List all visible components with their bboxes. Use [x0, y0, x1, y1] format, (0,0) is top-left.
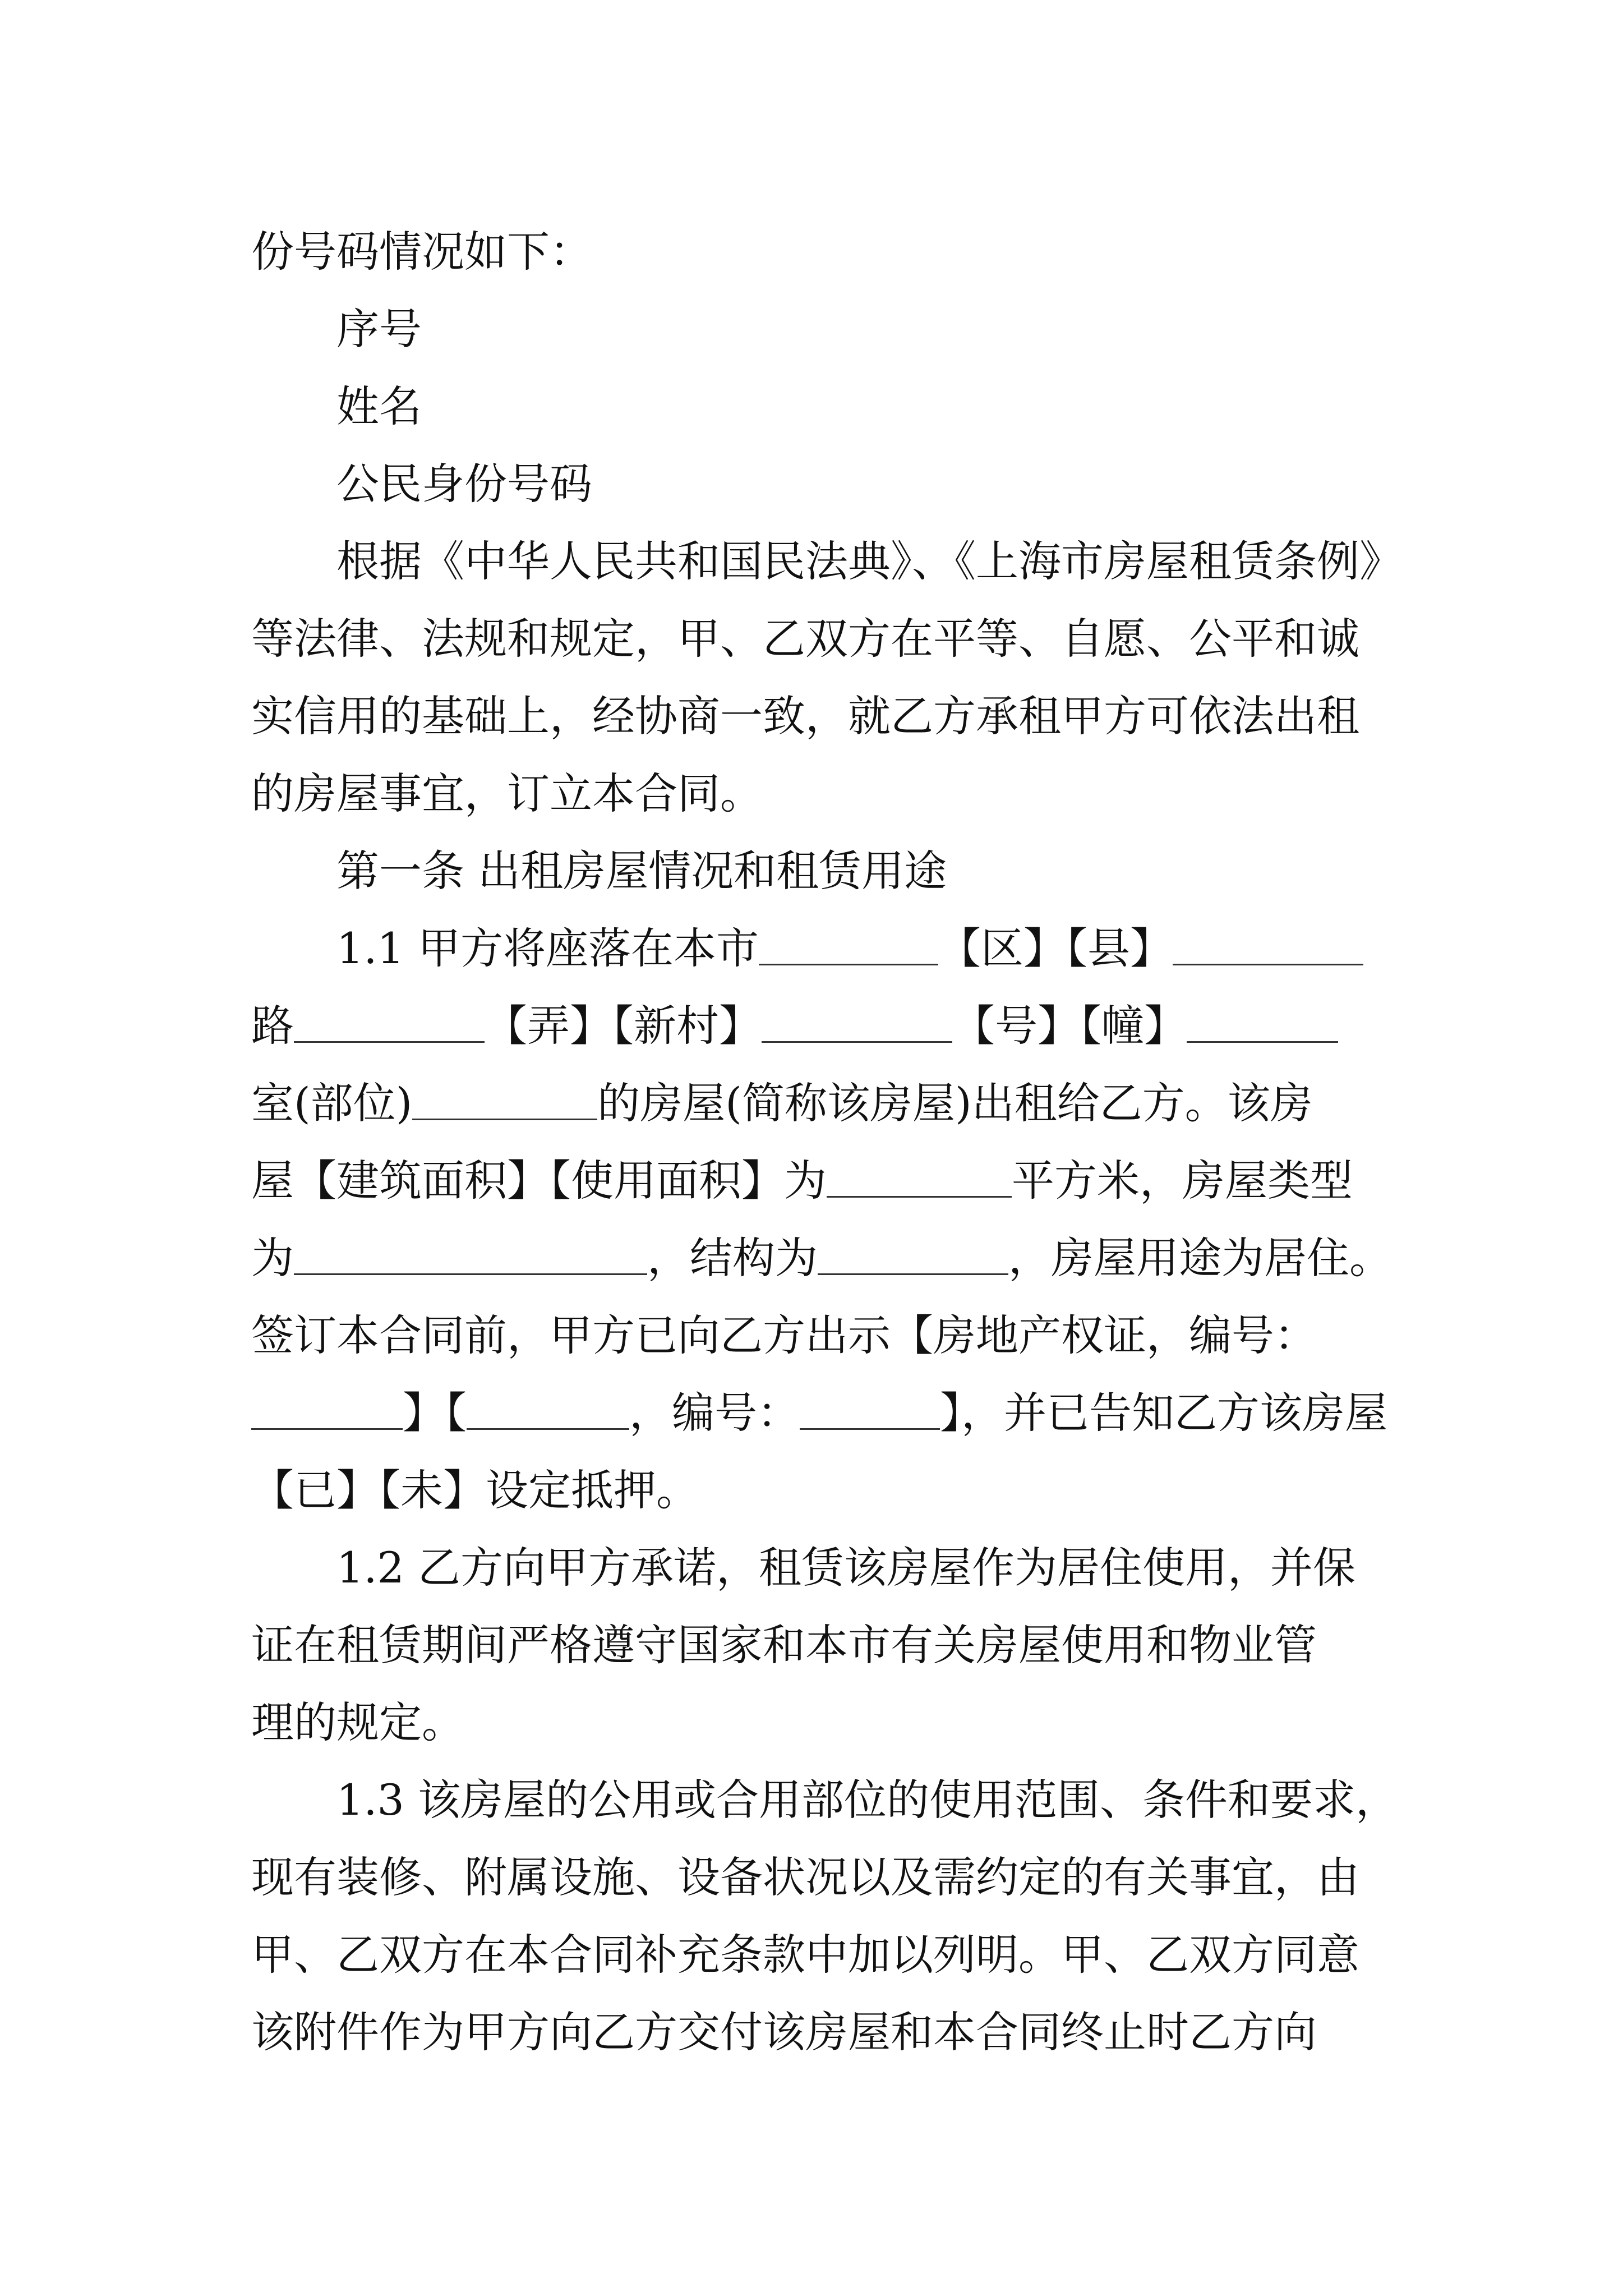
blank-field: [412, 1079, 597, 1120]
text-line: [251, 1065, 1395, 1142]
line-text: 【区】【县】: [938, 923, 1173, 973]
text-line: [251, 1761, 1399, 1839]
line-text: 实信用的基础上，经协商一致，就乙方承租甲方可依法出租: [251, 691, 1359, 741]
line-text: 【已】【未】设定抵押。: [251, 1465, 699, 1515]
text-line: [251, 1839, 1395, 1916]
text-line: [251, 678, 1395, 755]
line-text: 现有装修、附属设施、设备状况以及需约定的有关事宜，由: [251, 1852, 1359, 1902]
line-text: 姓名: [336, 381, 422, 431]
blank-field: [467, 1389, 629, 1430]
text-line: [251, 213, 1395, 291]
line-text: 理的规定。: [251, 1697, 464, 1747]
line-text: 1.2 乙方向甲方承诺，租赁该房屋作为居住使用，并保: [336, 1543, 1356, 1593]
text-line: [251, 1452, 1395, 1529]
line-text: ，房屋用途为居住。: [1008, 1233, 1392, 1283]
text-line: [251, 755, 1395, 832]
text-line: [251, 1374, 1395, 1452]
line-text: 平方米，房屋类型: [1012, 1156, 1353, 1205]
text-line: [251, 1994, 1395, 2071]
line-text: 序号: [336, 304, 422, 354]
line-text: 的房屋(简称该房屋)出租给乙方。该房: [597, 1078, 1313, 1128]
line-text: 】，并已告知乙方该房屋: [940, 1388, 1387, 1438]
blank-field: [827, 1157, 1012, 1198]
blank-field: [294, 1234, 647, 1275]
blank-field: [251, 1389, 403, 1430]
line-text: 室(部位): [251, 1078, 413, 1128]
line-text: 【号】【幢】: [952, 1001, 1187, 1051]
line-text: 甲、乙双方在本合同补充条款中加以列明。甲、乙双方同意: [251, 1930, 1359, 1980]
line-text: 该附件作为甲方向乙方交付该房屋和本合同终止时乙方向: [251, 2007, 1317, 2057]
line-text: 屋【建筑面积】【使用面积】为: [251, 1156, 827, 1205]
text-line: [251, 1916, 1395, 1994]
line-text: 的房屋事宜，订立本合同。: [251, 769, 763, 818]
text-line: [251, 832, 1395, 910]
contract-body: [251, 213, 1402, 2071]
text-line: [251, 1142, 1395, 1220]
text-line: [251, 1297, 1395, 1374]
text-line: [251, 910, 1395, 987]
line-text: 根据《中华人民共和国民法典》、《上海市房屋租赁条例》: [336, 536, 1402, 586]
line-text: 【弄】【新村】: [485, 1001, 762, 1051]
blank-field: [759, 924, 938, 965]
blank-field: [1187, 1002, 1338, 1043]
line-text: 】【: [403, 1388, 467, 1438]
line-text: 公民身份号码: [336, 459, 592, 509]
text-line: [251, 1529, 1395, 1607]
blank-field: [762, 1002, 952, 1043]
text-line: [251, 445, 1395, 523]
blank-field: [818, 1234, 1008, 1275]
text-line: [251, 368, 1395, 445]
line-text: 签订本合同前，甲方已向乙方出示【房地产权证，编号：: [251, 1310, 1317, 1360]
text-line: [251, 1607, 1395, 1684]
line-text: 1.1 甲方将座落在本市: [336, 923, 759, 973]
line-text: 路: [251, 1001, 294, 1051]
line-text: 为: [251, 1233, 294, 1283]
line-text: 份号码情况如下：: [251, 227, 592, 277]
line-text: ，编号：: [629, 1388, 800, 1438]
line-text: ，结构为: [647, 1233, 818, 1283]
blank-field: [294, 1002, 485, 1043]
text-line: [251, 523, 1402, 600]
line-text: 等法律、法规和规定，甲、乙双方在平等、自愿、公平和诚: [251, 614, 1359, 664]
line-text: 证在租赁期间严格遵守国家和本市有关房屋使用和物业管: [251, 1620, 1317, 1670]
text-line: [251, 1684, 1395, 1761]
blank-field: [800, 1389, 940, 1430]
blank-field: [1173, 924, 1363, 965]
line-text: 1.3 该房屋的公用或合用部位的使用范围、条件和要求，: [336, 1775, 1399, 1825]
text-line: [251, 1220, 1395, 1297]
text-line: [251, 600, 1395, 678]
text-line: [251, 987, 1395, 1065]
text-line: [251, 291, 1395, 368]
line-text: 第一条 出租房屋情况和租赁用途: [336, 846, 947, 896]
